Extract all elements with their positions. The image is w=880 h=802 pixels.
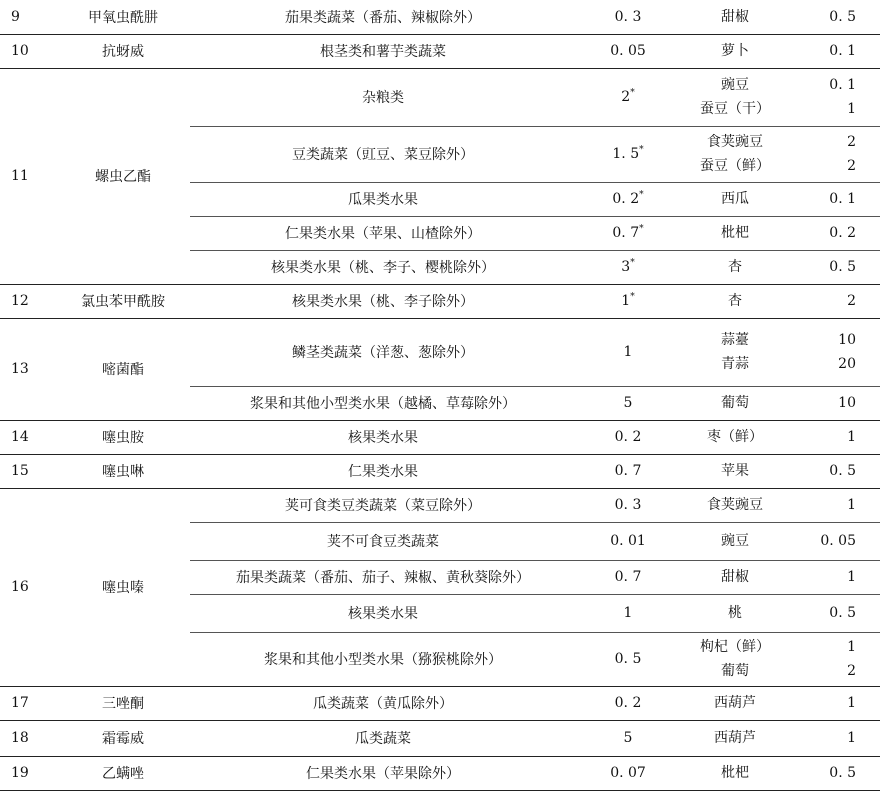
food-category: 荚不可食豆类蔬菜 <box>190 522 576 560</box>
specific-food <box>680 594 790 632</box>
mrl-number: 0. 07 <box>610 765 646 781</box>
food-category: 浆果和其他小型类水果（猕猴桃除外） <box>190 632 576 686</box>
specific-mrl <box>790 686 880 720</box>
mrl-value <box>576 216 680 250</box>
pesticide-number: 16 <box>0 488 56 686</box>
specific-food <box>680 632 790 686</box>
specific-food-name: 苹果 <box>721 463 749 479</box>
mrl-number: 2 <box>621 89 631 105</box>
specific-mrl <box>790 488 880 522</box>
mrl-value <box>576 686 680 720</box>
specific-food-name: 青蒜 <box>721 356 749 372</box>
pesticide-name: 氯虫苯甲酰胺 <box>56 284 190 318</box>
specific-mrl <box>790 250 880 284</box>
food-category: 杂粮类 <box>190 68 576 126</box>
specific-mrl-value: 10 <box>838 332 856 348</box>
specific-food <box>680 454 790 488</box>
specific-food-name: 枇杷 <box>721 765 749 781</box>
mrl-number: 0. 2 <box>612 191 640 207</box>
mrl-value <box>576 284 680 318</box>
pesticide-number: 15 <box>0 454 56 488</box>
specific-mrl-value: 1 <box>847 569 856 585</box>
mrl-number: 0. 05 <box>610 43 646 59</box>
specific-mrl-value: 1 <box>847 695 856 711</box>
specific-mrl <box>790 126 880 182</box>
food-category: 浆果和其他小型类水果（越橘、草莓除外） <box>190 386 576 420</box>
specific-mrl <box>790 318 880 386</box>
specific-food <box>680 756 790 790</box>
specific-mrl <box>790 522 880 560</box>
mrl-number: 0. 2 <box>614 429 642 445</box>
specific-food-name: 豌豆 <box>721 533 749 549</box>
specific-food-name: 甜椒 <box>721 569 749 585</box>
mrl-value <box>576 318 680 386</box>
mrl-number: 0. 01 <box>610 533 646 549</box>
specific-mrl <box>790 68 880 126</box>
specific-mrl <box>790 284 880 318</box>
mrl-value <box>576 250 680 284</box>
specific-food-name: 杏 <box>728 259 742 275</box>
temporary-limit-mark: * <box>630 88 635 98</box>
temporary-limit-mark: * <box>630 258 635 268</box>
food-category: 瓜果类水果 <box>190 182 576 216</box>
mrl-number: 1 <box>623 344 633 360</box>
mrl-value <box>576 182 680 216</box>
specific-food-name: 甜椒 <box>721 8 749 25</box>
mrl-number: 0. 7 <box>614 463 642 479</box>
specific-mrl <box>790 632 880 686</box>
specific-mrl-value: 0. 5 <box>829 463 856 479</box>
food-category: 仁果类水果（苹果除外） <box>190 756 576 790</box>
specific-food-name: 杏 <box>728 293 742 309</box>
table-row <box>0 34 880 68</box>
specific-mrl <box>790 182 880 216</box>
food-category: 核果类水果 <box>190 594 576 632</box>
pesticide-number: 9 <box>11 8 20 25</box>
specific-food-name: 豌豆 <box>721 77 749 93</box>
specific-food <box>680 126 790 182</box>
table-row <box>0 420 880 454</box>
specific-mrl <box>790 756 880 790</box>
specific-mrl-value: 0. 2 <box>829 225 856 241</box>
specific-mrl <box>790 0 880 34</box>
pesticide-number: 17 <box>0 686 56 720</box>
specific-mrl-value: 0. 5 <box>829 259 856 275</box>
mrl-value <box>576 632 680 686</box>
temporary-limit-mark: * <box>630 292 635 302</box>
specific-mrl-value: 2 <box>847 663 856 679</box>
specific-food <box>680 386 790 420</box>
specific-food-name: 蚕豆（鲜） <box>700 158 770 174</box>
pesticide-number: 11 <box>0 68 56 284</box>
specific-food <box>680 420 790 454</box>
mrl-value <box>576 720 680 756</box>
table-row <box>0 454 880 488</box>
specific-food-name: 葡萄 <box>721 395 749 411</box>
specific-food-name: 葡萄 <box>721 663 749 679</box>
specific-food <box>680 68 790 126</box>
specific-food-name: 西瓜 <box>721 191 749 207</box>
mrl-value <box>576 34 680 68</box>
food-category: 瓜类蔬菜（黄瓜除外） <box>190 686 576 720</box>
mrl-number: 5 <box>623 395 633 411</box>
pesticide-name: 螺虫乙酯 <box>56 68 190 284</box>
specific-food <box>680 686 790 720</box>
food-category: 核果类水果（桃、李子、樱桃除外） <box>190 250 576 284</box>
mrl-number: 3 <box>621 259 631 275</box>
specific-mrl-value: 0. 1 <box>829 191 856 207</box>
food-category: 仁果类水果（苹果、山楂除外） <box>190 216 576 250</box>
table-row <box>0 488 880 522</box>
pesticide-name: 噻虫胺 <box>56 420 190 454</box>
mrl-value <box>576 420 680 454</box>
mrl-value <box>576 488 680 522</box>
pesticide-number: 18 <box>0 720 56 756</box>
food-category: 仁果类水果 <box>190 454 576 488</box>
food-category: 鳞茎类蔬菜（洋葱、葱除外） <box>190 318 576 386</box>
pesticide-name: 乙螨唑 <box>56 756 190 790</box>
temporary-limit-mark: * <box>639 190 644 200</box>
mrl-number: 0. 3 <box>614 8 642 25</box>
specific-food-name: 食荚豌豆 <box>707 497 763 513</box>
specific-mrl-value: 0. 1 <box>829 77 856 93</box>
mrl-number: 0. 5 <box>614 651 642 667</box>
pesticide-name: 嘧菌酯 <box>56 318 190 420</box>
specific-mrl-value: 0. 5 <box>829 765 856 781</box>
specific-food-name: 食荚豌豆 <box>707 134 763 150</box>
pesticide-number: 12 <box>0 284 56 318</box>
specific-food-name: 萝卜 <box>721 43 749 59</box>
mrl-value <box>576 560 680 594</box>
specific-mrl-value: 1 <box>847 101 856 117</box>
specific-mrl-value: 0. 5 <box>829 8 856 25</box>
specific-food-name: 桃 <box>728 605 742 621</box>
mrl-value <box>576 594 680 632</box>
specific-food-name: 枣（鲜） <box>707 429 763 445</box>
specific-mrl <box>790 34 880 68</box>
table-row <box>0 68 880 126</box>
specific-mrl-value: 0. 1 <box>829 43 856 59</box>
specific-food <box>680 488 790 522</box>
specific-food <box>680 216 790 250</box>
mrl-value <box>576 0 680 34</box>
specific-mrl <box>790 560 880 594</box>
specific-mrl-value: 0. 5 <box>829 605 856 621</box>
specific-mrl-value: 1 <box>847 730 856 746</box>
mrl-value <box>576 68 680 126</box>
specific-food <box>680 284 790 318</box>
specific-food <box>680 0 790 34</box>
mrl-number: 0. 7 <box>612 225 640 241</box>
mrl-number: 0. 7 <box>614 569 642 585</box>
specific-mrl-value: 20 <box>838 356 856 372</box>
specific-food <box>680 318 790 386</box>
specific-mrl-value: 1 <box>847 497 856 513</box>
specific-mrl <box>790 454 880 488</box>
mrl-value <box>576 126 680 182</box>
table-row <box>0 0 880 34</box>
food-category: 荚可食类豆类蔬菜（菜豆除外） <box>190 488 576 522</box>
specific-mrl-value: 2 <box>847 293 856 309</box>
specific-mrl <box>790 386 880 420</box>
specific-mrl-value: 0. 05 <box>820 533 856 549</box>
specific-food-name: 西葫芦 <box>714 730 756 746</box>
pesticide-name: 甲氧虫酰肼 <box>88 9 158 26</box>
specific-mrl-value: 1 <box>847 639 856 655</box>
food-category: 核果类水果 <box>190 420 576 454</box>
specific-food-name: 蒜薹 <box>721 332 749 348</box>
specific-food <box>680 250 790 284</box>
specific-mrl <box>790 420 880 454</box>
mrl-value <box>576 454 680 488</box>
table-row <box>0 284 880 318</box>
pesticide-number: 19 <box>0 756 56 790</box>
table-row <box>0 756 880 790</box>
mrl-number: 1 <box>623 605 633 621</box>
specific-mrl-value: 2 <box>847 134 856 150</box>
pesticide-name: 三唑酮 <box>56 686 190 720</box>
specific-mrl-value: 2 <box>847 158 856 174</box>
food-category: 茄果类蔬菜（番茄、辣椒除外） <box>285 9 481 26</box>
pesticide-name: 抗蚜威 <box>56 34 190 68</box>
specific-mrl <box>790 594 880 632</box>
pesticide-number: 13 <box>0 318 56 420</box>
table-row <box>0 318 880 386</box>
pesticide-name: 噻虫啉 <box>56 454 190 488</box>
food-category: 茄果类蔬菜（番茄、茄子、辣椒、黄秋葵除外） <box>190 560 576 594</box>
specific-food-name: 枇杷 <box>721 225 749 241</box>
specific-food-name: 枸杞（鲜） <box>700 639 770 655</box>
specific-mrl-value: 10 <box>838 395 856 411</box>
table-row <box>0 720 880 756</box>
specific-food <box>680 560 790 594</box>
mrl-value <box>576 756 680 790</box>
specific-food <box>680 182 790 216</box>
pesticide-number: 10 <box>0 34 56 68</box>
mrl-number: 1 <box>621 293 631 309</box>
specific-mrl-value: 1 <box>847 429 856 445</box>
table-row <box>0 686 880 720</box>
specific-food <box>680 720 790 756</box>
specific-food <box>680 34 790 68</box>
mrl-value <box>576 386 680 420</box>
specific-food-name: 西葫芦 <box>714 695 756 711</box>
food-category: 豆类蔬菜（豇豆、菜豆除外） <box>190 126 576 182</box>
mrl-number: 1. 5 <box>612 146 640 162</box>
food-category: 核果类水果（桃、李子除外） <box>190 284 576 318</box>
mrl-value <box>576 522 680 560</box>
pesticide-name: 霜霉威 <box>56 720 190 756</box>
pesticide-name: 噻虫嗪 <box>56 488 190 686</box>
food-category: 根茎类和薯芋类蔬菜 <box>190 34 576 68</box>
specific-mrl <box>790 720 880 756</box>
mrl-number: 0. 2 <box>614 695 642 711</box>
mrl-number: 5 <box>623 730 633 746</box>
mrl-number: 0. 3 <box>614 497 642 513</box>
temporary-limit-mark: * <box>639 224 644 234</box>
specific-mrl <box>790 216 880 250</box>
food-category: 瓜类蔬菜 <box>190 720 576 756</box>
specific-food-name: 蚕豆（干） <box>700 101 770 117</box>
temporary-limit-mark: * <box>639 145 644 155</box>
specific-food <box>680 522 790 560</box>
pesticide-number: 14 <box>0 420 56 454</box>
